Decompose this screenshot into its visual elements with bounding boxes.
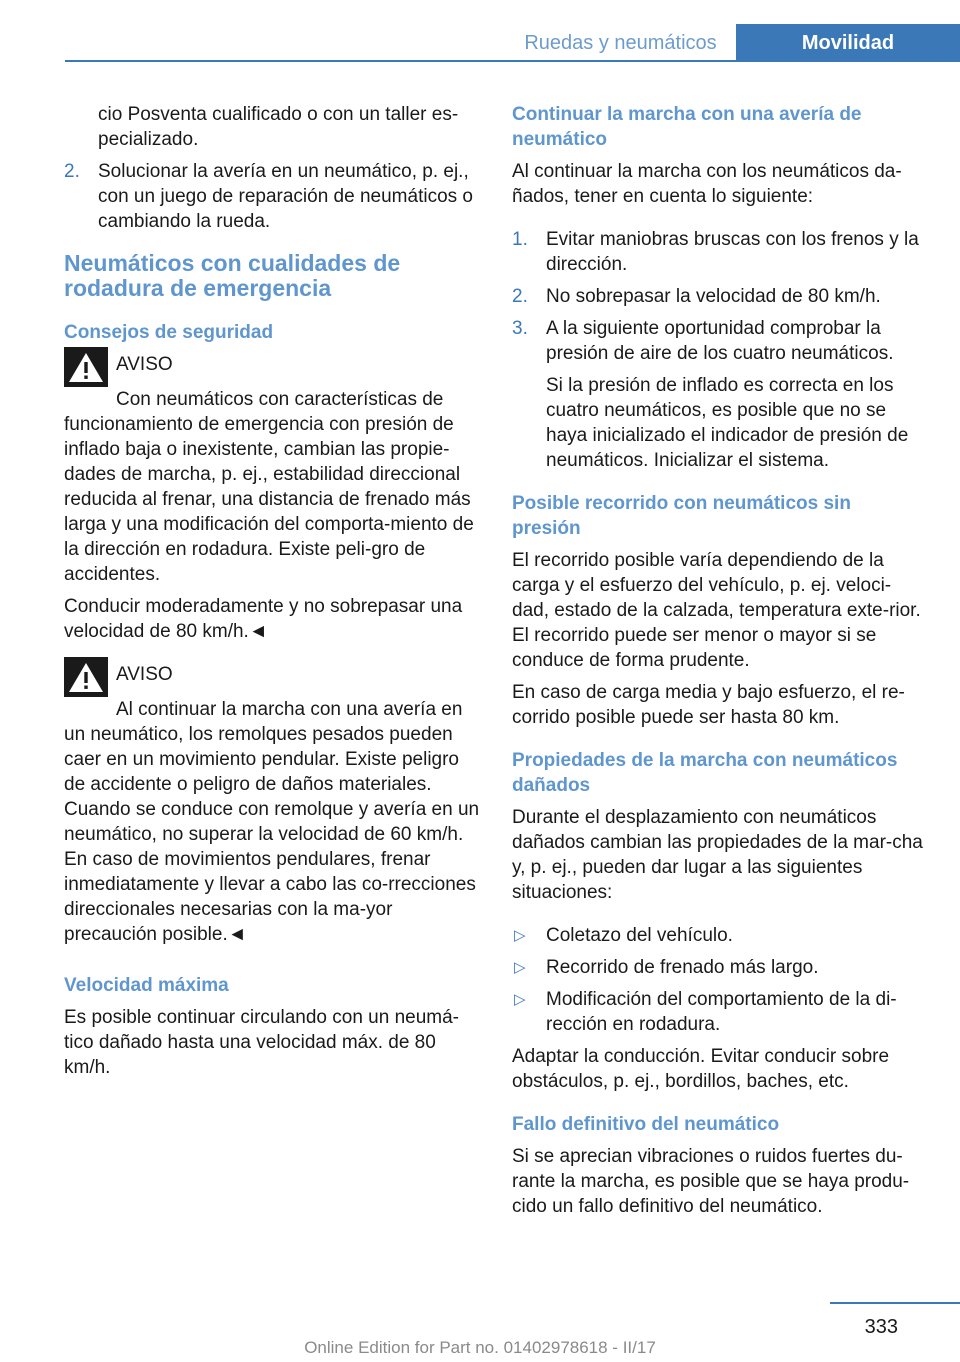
subsection-heading-failure: Fallo definitivo del neumático [512, 1114, 780, 1135]
warning-triangle-icon [64, 347, 108, 387]
list-number: 2. [512, 286, 528, 307]
list-number: 1. [512, 229, 528, 250]
props-text: Durante el desplazamiento con neumáticos dañados cambian las propiedades de la mar‐cha y, p. ej., pueden dar lugar a las siguientes situaciones: [512, 807, 923, 903]
bullet-text: Coletazo del vehículo. [546, 925, 733, 946]
continued-text: cio Posventa cualificado o con un taller es‐ pecializado. [98, 104, 459, 150]
speed-text: Es posible continuar circulando con un neumá‐tico dañado hasta una velocidad máx. de 80 km/h. [64, 1007, 460, 1078]
subsection-heading-safety: Consejos de seguridad [64, 322, 274, 343]
footer-edition: Online Edition for Part no. 01402978618 - II/17 [304, 1338, 656, 1357]
list-text: No sobrepasar la velocidad de 80 km/h. [546, 286, 881, 307]
list-number: 2. [64, 161, 80, 182]
list-number: 3. [512, 318, 528, 339]
list-item [512, 227, 924, 277]
warning-block [64, 352, 480, 644]
header-chapter-tab: Movilidad [736, 24, 960, 62]
range-text-2: En caso de carga media y bajo esfuerzo, el re‐corrido posible puede ser hasta 80 km. [512, 682, 905, 728]
section-heading: Neumáticos con cualidades de rodadura de emergencia [64, 250, 401, 301]
bullet-list [512, 923, 924, 1037]
list-item [512, 316, 924, 366]
header-section-title: Ruedas y neumáticos [524, 32, 717, 54]
bullet-triangle-icon: ▷ [514, 927, 526, 944]
list-text: Solucionar la avería en un neumático, p. ej., con un juego de reparación de neumáticos o cambiando la rueda. [98, 161, 473, 232]
step3-note: Si la presión de inflado es correcta en los cuatro neumáticos, es posible que no se haya inicializado el indicador de presión de neumáticos. Inicializar el sistema. [546, 375, 909, 471]
bullet-triangle-icon: ▷ [514, 959, 526, 976]
bullet-item [512, 987, 924, 1037]
warning-block [64, 662, 480, 947]
warning-triangle-icon [64, 657, 108, 697]
bullet-item [512, 923, 924, 948]
warning-text: Al continuar la marcha con una avería en un neumático, los remolques pesados pueden caer en un movimiento pendular. Existe peligro de accidente o peligro de daños materiales. Cuando se conduce con remolque y avería en un neumático, no superar la velocidad de 60 km/h. En caso de movimientos pendulares, frenar inmediatamente y llevar a cabo las co‐rrecciones direccionales necesarias con la ma‐yor precaución posible.◄ [64, 699, 480, 945]
subsection-heading-continue: Continuar la marcha con una avería de neumático [512, 104, 862, 150]
right-column [512, 102, 924, 1226]
left-column [64, 102, 480, 1087]
page-number: 333 [864, 1316, 898, 1338]
steps-list [512, 227, 924, 366]
list-text: Evitar maniobras bruscas con los frenos y la dirección. [546, 229, 919, 275]
list-item [64, 159, 480, 234]
bullet-item [512, 955, 924, 980]
subsection-heading-range: Posible recorrido con neumáticos sin presión [512, 493, 851, 539]
warning-label: AVISO [116, 664, 173, 685]
bullet-triangle-icon: ▷ [514, 991, 526, 1008]
bullet-text: Modificación del comportamiento de la di‐rección en rodadura. [546, 989, 897, 1035]
list-text: A la siguiente oportunidad comprobar la presión de aire de los cuatro neumáticos. [546, 318, 894, 364]
props-after: Adaptar la conducción. Evitar conducir sobre obstáculos, p. ej., bordillos, baches, etc. [512, 1046, 890, 1092]
warning-text-2: Conducir moderadamente y no sobrepasar una velocidad de 80 km/h.◄ [64, 596, 463, 642]
subsection-heading-speed: Velocidad máxima [64, 975, 229, 996]
failure-text: Si se aprecian vibraciones o ruidos fuertes du‐rante la marcha, es posible que se haya produ‐cido un fallo definitivo del neumático. [512, 1146, 910, 1217]
subsection-heading-props: Propiedades de la marcha con neumáticos dañados [512, 750, 898, 796]
warning-label: AVISO [116, 354, 173, 375]
bullet-text: Recorrido de frenado más largo. [546, 957, 819, 978]
continue-intro: Al continuar la marcha con los neumáticos da‐ñados, tener en cuenta lo siguiente: [512, 161, 902, 207]
footer-rule [830, 1302, 960, 1304]
warning-text: Con neumáticos con características de funcionamiento de emergencia con presión de inflado baja o inexistente, cambian las propie‐dades de marcha, p. ej., estabilidad direccional reducida al frenar, una distancia de frenado más larga y una modificación del comporta‐miento de la dirección en rodadura. Existe peli‐gro de accidentes. [64, 389, 474, 585]
list-item [512, 284, 924, 309]
range-text-1: El recorrido posible varía dependiendo de la carga y el esfuerzo del vehículo, p. ej. veloci‐dad, estado de la calzada, temperatura exte‐rior. El recorrido puede ser menor o mayor si se conduce de forma prudente. [512, 550, 921, 671]
